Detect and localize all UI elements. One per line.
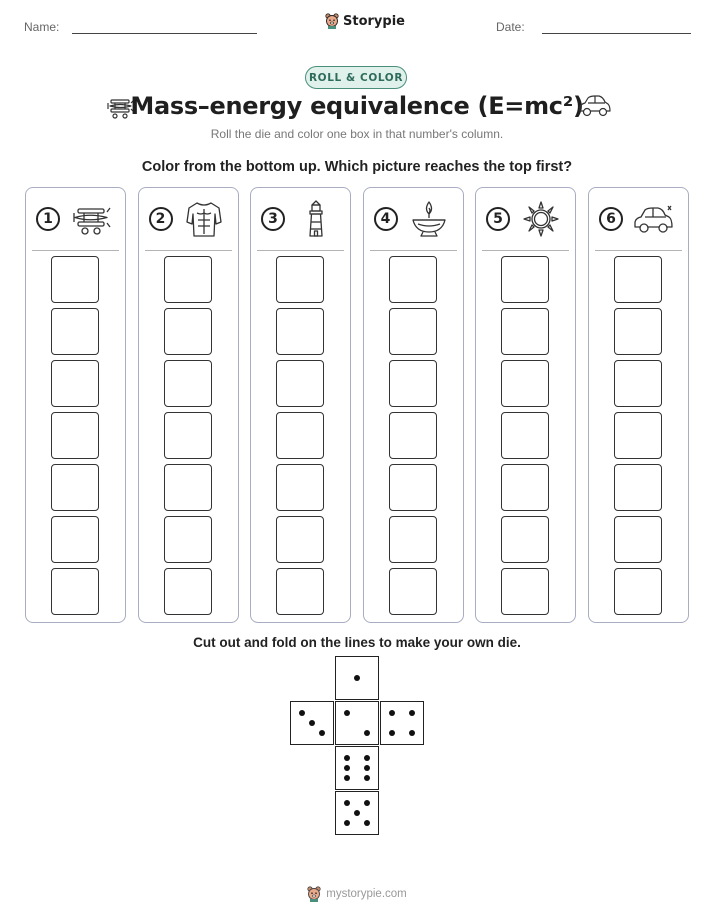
die-pip [344,765,350,771]
color-box[interactable] [389,412,437,459]
die-pip [344,820,350,826]
color-box[interactable] [276,360,324,407]
color-box[interactable] [614,568,662,615]
color-box[interactable] [51,464,99,511]
column-number: 6 [599,207,623,231]
color-box[interactable] [501,516,549,563]
column-number: 5 [486,207,510,231]
die-pip [409,710,415,716]
color-box[interactable] [501,464,549,511]
die-face-3 [290,701,334,745]
die-face-4 [380,701,424,745]
column-1 [25,187,126,623]
car-icon [633,200,675,238]
color-box[interactable] [164,308,212,355]
color-box[interactable] [51,568,99,615]
color-box[interactable] [276,256,324,303]
color-box[interactable] [51,308,99,355]
die-pip [364,800,370,806]
die-face-2 [335,701,379,745]
color-box[interactable] [389,308,437,355]
footer [0,886,714,902]
column-divider [32,250,119,251]
die-pip [364,755,370,761]
column-divider [145,250,232,251]
name-line[interactable] [72,33,257,34]
lighthouse-icon [295,200,337,238]
color-box[interactable] [164,464,212,511]
color-box[interactable] [164,516,212,563]
color-box[interactable] [389,568,437,615]
die-pip [344,755,350,761]
color-box[interactable] [614,412,662,459]
color-box[interactable] [164,360,212,407]
column-3 [250,187,351,623]
die-instructions: Cut out and fold on the lines to make your own die. [193,635,521,650]
brand-logo [325,13,405,29]
column-number: 3 [261,207,285,231]
color-box[interactable] [501,360,549,407]
die-face-1 [335,656,379,700]
die-face-5 [335,791,379,835]
column-number: 4 [374,207,398,231]
color-box[interactable] [51,412,99,459]
sun-icon [520,200,562,238]
die-pip [364,765,370,771]
color-box[interactable] [501,568,549,615]
color-box[interactable] [389,256,437,303]
car-icon [578,94,612,120]
bear-mascot-icon [307,886,321,902]
color-box[interactable] [389,516,437,563]
die-pip [364,820,370,826]
color-box[interactable] [51,360,99,407]
color-box[interactable] [164,412,212,459]
color-box[interactable] [389,464,437,511]
column-number: 1 [36,207,60,231]
column-2 [138,187,239,623]
oil-lamp-icon [408,200,450,238]
color-box[interactable] [614,516,662,563]
column-divider [370,250,457,251]
color-box[interactable] [389,360,437,407]
color-box[interactable] [164,256,212,303]
worksheet-subtitle: Roll the die and color one box in that number's column. [210,127,504,141]
column-5 [475,187,576,623]
instruction-text: Color from the bottom up. Which picture reaches the top first? [141,159,573,175]
color-box[interactable] [501,412,549,459]
die-pip [344,800,350,806]
color-box[interactable] [501,308,549,355]
biplane-icon [70,200,112,238]
activity-badge: ROLL & COLOR [305,66,407,89]
color-box[interactable] [276,464,324,511]
die-pip [389,710,395,716]
date-line[interactable] [542,33,691,34]
die-pip [409,730,415,736]
die-pip [364,775,370,781]
die-pip [389,730,395,736]
color-box[interactable] [276,308,324,355]
bear-mascot-icon [325,13,339,29]
column-divider [482,250,569,251]
footer-url[interactable]: mystorypie.com [326,888,407,900]
color-box[interactable] [614,256,662,303]
column-6 [588,187,689,623]
torso-icon [183,200,225,238]
die-net [290,656,424,834]
die-pip [354,675,360,681]
die-pip [309,720,315,726]
column-number: 2 [149,207,173,231]
die-pip [364,730,370,736]
column-divider [257,250,344,251]
die-face-6 [335,746,379,790]
die-pip [319,730,325,736]
color-box[interactable] [614,308,662,355]
column-4 [363,187,464,623]
die-pip [344,775,350,781]
color-box[interactable] [501,256,549,303]
color-box[interactable] [276,516,324,563]
worksheet-title: Mass–energy equivalence (E=mc²) [130,92,584,120]
color-box[interactable] [51,516,99,563]
die-pip [354,810,360,816]
color-box[interactable] [614,464,662,511]
color-box[interactable] [276,412,324,459]
color-box[interactable] [164,568,212,615]
color-box[interactable] [276,568,324,615]
name-label: Name: [24,20,60,34]
brand-name: Storypie [343,13,405,29]
column-divider [595,250,682,251]
color-box[interactable] [614,360,662,407]
color-box[interactable] [51,256,99,303]
die-pip [299,710,305,716]
date-label: Date: [496,20,525,34]
die-pip [344,710,350,716]
